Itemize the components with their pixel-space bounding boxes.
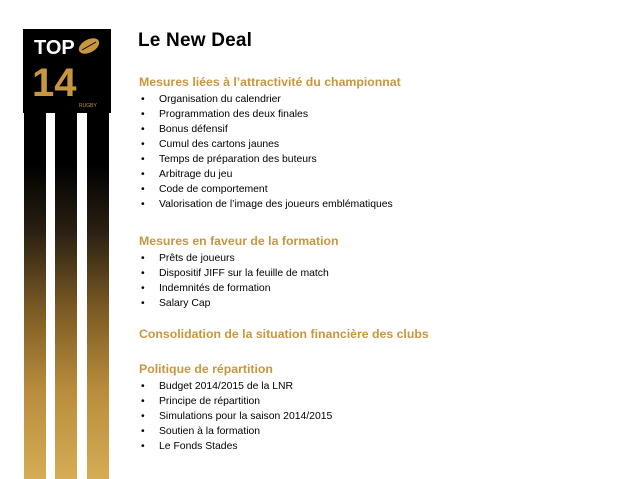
list-item: • Prêts de joueurs <box>139 251 619 266</box>
list-item: • Code de comportement <box>139 182 619 197</box>
top14-logo <box>23 29 111 113</box>
list-item: • Dispositif JIFF sur la feuille de match <box>139 266 619 281</box>
list-item: • Salary Cap <box>139 296 619 311</box>
list-item: • Valorisation de l’image des joueurs emblématiques <box>139 197 619 212</box>
section-heading-consolidation: Consolidation de la situation financière des clubs <box>139 327 429 341</box>
section-heading-repartition: Politique de répartition <box>139 362 273 376</box>
list-item: • Cumul des cartons jaunes <box>139 137 619 152</box>
list-item: • Bonus défensif <box>139 122 619 137</box>
content-area <box>139 74 619 454</box>
list-item: • Budget 2014/2015 de la LNR <box>139 379 619 394</box>
list-item: • Simulations pour la saison 2014/2015 <box>139 409 619 424</box>
rugby-ball-icon <box>76 35 102 57</box>
list-formation <box>139 251 619 311</box>
section-heading-formation: Mesures en faveur de la formation <box>139 234 339 248</box>
list-item: • Programmation des deux finales <box>139 107 619 122</box>
list-item: • Organisation du calendrier <box>139 92 619 107</box>
logo-subtext: RUGBY <box>79 103 97 109</box>
list-attractivite <box>139 92 619 212</box>
list-item: • Principe de répartition <box>139 394 619 409</box>
list-item: • Le Fonds Stades <box>139 439 619 454</box>
list-item: • Temps de préparation des buteurs <box>139 152 619 167</box>
section-heading-attractivite: Mesures liées à l’attractivité du championnat <box>139 75 401 89</box>
list-item: • Indemnités de formation <box>139 281 619 296</box>
logo-top-text: TOP <box>34 37 75 59</box>
page-title: Le New Deal <box>138 30 253 51</box>
list-item: • Arbitrage du jeu <box>139 167 619 182</box>
logo-number: 14 <box>32 61 77 105</box>
list-repartition <box>139 379 619 454</box>
list-item: • Soutien à la formation <box>139 424 619 439</box>
